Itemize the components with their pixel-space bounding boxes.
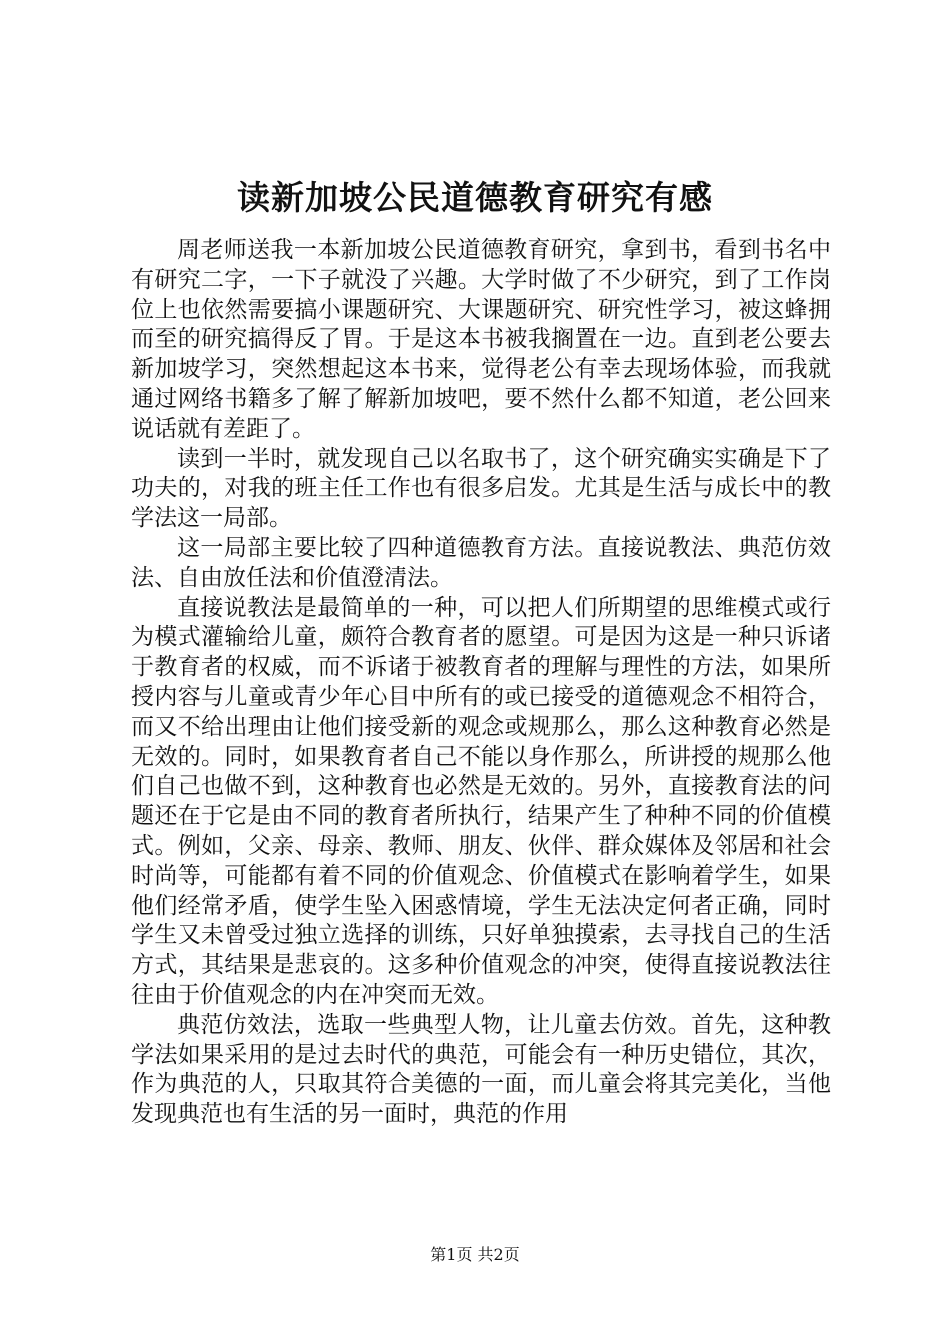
paragraph: 直接说教法是最简单的一种，可以把人们所期望的思维模式或行为模式灌输给儿童，颇符合教育者的愿望。可是因为这是一种只诉诸于教育者的权威，而不诉诸于被教育者的理解与理性的方法，如果所授内容与儿童或青少年心目中所有的或已接受的道德观念不相符合，而又不给出理由让他们接受新的观念或规那么，那么这种教育必然是无效的。同时，如果教育者自己不能以身作那么，所讲授的规那么他们自己也做不到，这种教育也必然是无效的。另外，直接教育法的问题还在于它是由不同的教育者所执行，结果产生了种种不同的价值模式。例如，父亲、母亲、教师、朋友、伙伴、群众媒体及邻居和社会时尚等，可能都有着不同的价值观念、价值模式在影响着学生，如果他们经常矛盾，使学生坠入困惑情境，学生无法决定何者正确，同时学生又未曾受过独立选择的训练，只好单独摸索，去寻找自己的生活方式，其结果是悲哀的。这多种价值观念的冲突，使得直接说教法往往由于价值观念的内在冲突而无效。 [131,594,831,1008]
document-title: 读新加坡公民道德教育研究有感 [237,178,713,217]
paragraph: 周老师送我一本新加坡公民道德教育研究，拿到书，看到书名中有研究二字，一下子就没了兴趣。大学时做了不少研究，到了工作岗位上也依然需要搞小课题研究、大课题研究、研究性学习，被这蜂拥而至的研究搞得反了胃。于是这本书被我搁置在一边。直到老公要去新加坡学习，突然想起这本书来，觉得老公有幸去现场体验，而我就通过网络书籍多了解了解新加坡吧，要不然什么都不知道，老公回来说话就有差距了。 [131,237,831,442]
page-number-footer: 第1页 共2页 [430,1245,520,1264]
paragraph: 典范仿效法，选取一些典型人物，让儿童去仿效。首先，这种教学法如果采用的是过去时代的典范，可能会有一种历史错位，其次，作为典范的人，只取其符合美德的一面，而儿童会将其完美化，当他发现典范也有生活的另一面时，典范的作用 [131,1011,831,1128]
paragraph: 这一局部主要比较了四种道德教育方法。直接说教法、典范仿效法、自由放任法和价值澄清法。 [131,534,831,591]
paragraph: 读到一半时，就发现自己以名取书了，这个研究确实实确是下了功夫的，对我的班主任工作也有很多启发。尤其是生活与成长中的教学法这一局部。 [131,445,831,532]
document-body [131,236,831,1130]
